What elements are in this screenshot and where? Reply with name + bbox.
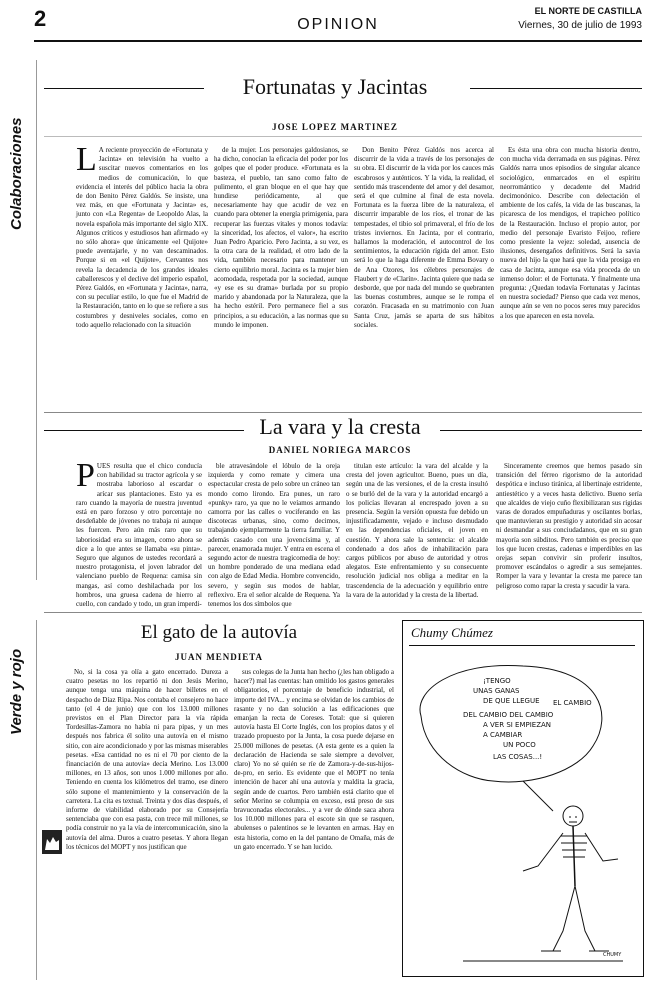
article-title: La vara y la cresta: [259, 414, 421, 439]
speech-line: EL CAMBIO: [553, 699, 592, 707]
article-column: Don Benito Pérez Galdós nos acerca al discurrir de la vida a través de los personajes de su obra. El discurrir de la vida por los cauces más escabrosos y auténticos. Y la vida, la realidad, el sentido más trascendente del amor y del desamor, será el que culmine al final de esta novela. Fortunata es la fuerza libre de la naturaleza, el discurrir imparable de los ríos, el tronar de las tempestades, el tibio sol primaveral, el frío de los tristes inviernos. En Jacinta, por el contrario, hallamos la moderación, el autocontrol de los sentimientos, la educación rígida del amor. Esto será lo que la haga diferente de Emma Bovary o de Ana Ozores, los célebres personajes de Flaubert y de «Clarín». Jacinta quiere que nada se desborde, que por nada del mundo se quebranten las buenas costumbres, aunque se le rompa el corazón. Fracasada en su matrimonio con Juan Santa Cruz, jamás se aparta de sus hábitos sociales.: [354, 146, 494, 329]
title-rule: [44, 430, 244, 431]
divider: [44, 412, 642, 413]
article-title: El gato de la autovía: [140, 622, 298, 643]
article-author: JOSE LOPEZ MARTINEZ: [272, 122, 398, 132]
article-column: de la mujer. Los personajes galdosianos, se ha dicho, conocían la eficacia del poder por los golpes que el poder produce. «Fortunata es la basteza, el pueblo, tan sano como falto de pulimento, el gran bloque en el que hay que hundirse periódicamente, al que necesariamente hay que acudir de vez en cuando para obtener la energía primigenia, para recuperar las fuerzas vitales y monos todavía: la sinceridad, los afectos, el valor», ha escrito Juan Pedro Aparicio. Pero Jacinta, a su vez, es la otra cara de la realidad, el otro lado de la vida, también necesario para mantener un cierto equilibrio moral. Jacinta es la mujer bien acomodada, respetada por la sociedad, aunque «y ese es su drama» burlada por su propio marido y abandonada por la Naturaleza, que la ha hecho estéril. Pero permanece fiel a sus principios, a su educación, a las normas que su mundo le imponen.: [214, 146, 348, 329]
article-author: JUAN MENDIETA: [174, 652, 264, 662]
article-column: titulan este artículo: la vara del alcalde y la cresta del joven agricultor. Bueno, pues un día, según una de las versiones, el de la cresta insultó o se burló del de la vara y la autoridad encargó a los policías llevaran al encrespado joven a su presencia. Según la versión opuesta fue debido un injustificadamente, vejado e incluso desmudado en las dependencias oficiales, el joven en cuestión. Y ahora sale la sentencia: el alcalde condenado a dos años de inhabilitación para cargos públicos por abuso de autoridad y otros alegatos. Este enfrentamiento y su consecuente resolución judicial nos obliga a meditar en la trascendencia de la adecuación y equilibrio entre la vara de la autoridad y la cresta de la libertad.: [346, 462, 488, 599]
article-column: ble atravesándole el lóbulo de la oreja izquierda y como remate y cimera una espectacular cresta de pelo sobre un cráneo tan mondo como lirondo. Era punes, un raro «punky» raro, ya que no le veíamos armando camorra por las calles o vociferando en las discotecas urbanas, sino, como decimos, trabajando ejemplarmente la tierra familiar. Y además casado con una jovencísima y, al parecer, enamorada mujer. Y entra en escena el segundo actor de nuestra tragicomedia de hoy: un hombre ponderado de una mediana edad con algo de Edad Media. Hombre convencido, severo, y según sus modos de hablar, reflexivo. Era el señor alcalde de Requena. Ya tenemos los dos símbolos que: [208, 462, 340, 609]
divider: [44, 136, 642, 137]
cartoon-panel: [402, 620, 644, 977]
signature: CHUMY: [603, 952, 622, 958]
speech-line: DEL CAMBIO DEL CAMBIO: [463, 711, 554, 719]
article-column: L A reciente proyección de «Fortunata y Jacinta» en televisión ha vuelto a suscitar nuevos comentarios en los medios de comunicación, lo que evidencia el interés del público hacia la obra de don Benito Pérez Galdós. Se insiste, una vez más, en que «Fortunata y Jacinta» es, junto con «La Regenta» de Leopoldo Alas, la novela española más importante del siglo XIX. Algunos críticos y estudiosos han afirmado «y no sólo ahora» que únicamente «el Quijote» puede aventajarle, y no van descaminados. Porque si en «el Quijote», Cervantes nos revela la decadencia de los grandes ideales caballerescos y el declive del imperio español, Pérez Galdós, en «Fortunata y Jacinta», narra, con su peculiar estilo, lo que fue el Madrid de la Restauración, tanto en lo que se refiere a sus costumbres y desniveles sociales, como en todo aquello relacionado con la situación: [76, 141, 208, 329]
speech-line: LAS COSAS...!: [493, 753, 543, 761]
article-author: DANIEL NORIEGA MARCOS: [268, 445, 412, 455]
side-label-verde-y-rojo: Verde y rojo: [8, 648, 25, 735]
side-label-colaboraciones: Colaboraciones: [8, 117, 25, 230]
title-rule: [44, 88, 204, 89]
speech-line: UNAS GANAS: [473, 687, 520, 695]
title-rule: [470, 88, 642, 89]
side-rule: [36, 60, 37, 580]
article-column: sus colegas de la Junta han hecho (¿les han obligado a hacer?) mal las cuentas: han omitido los gastos generales obligatorios, el porcentaje de beneficio industrial, el importe del IVA... y encima se olvidan de los cambios de rasante y no dan solución a las edificaciones que emanjan la recta de Coreses. Total: que si quieren autovía hasta El Corte Inglés, con los propios datos y el trazado propuesto por la Junta, la cosa puede dejarse en 25.000 millones de pesetas. (A esta gente es a quien la declaración de Hacienda se sale siempre a devolver, claro) Yo no sé quién se ríe de Zamora-y-de-sus-hijos-de-pro, en serio. Es evidente que el MOPT no tenía intención de hacer ahí una autovía y maldita la gracia, según ande de cuartos. Pero también está clarito que el señor Merino se columpia en exceso, está preso de sus bravuconadas electorales... y a ver de dónde saca ahora los 10.000 millones para el escote sin que se rasquen, abulenses o palentinos se le levanten en armas. Hay en esta historia, como en la del pantano de Omaña, más de un gato encerrado. Y se han lucido.: [234, 668, 394, 851]
cat-illustration-icon: [42, 830, 62, 854]
issue-date: Viernes, 30 de julio de 1993: [518, 20, 642, 31]
divider: [44, 612, 642, 613]
cartoon-artist: Chumy Chúmez: [411, 625, 493, 640]
speech-line: ¡TENGO: [483, 677, 511, 685]
page-header: [34, 6, 642, 42]
drop-cap: L: [76, 141, 97, 178]
drop-cap: P: [76, 457, 95, 494]
title-rule: [440, 430, 642, 431]
section-title: OPINION: [297, 16, 379, 33]
page-number: 2: [34, 6, 47, 31]
side-rule: [36, 620, 37, 980]
speech-line: A CAMBIAR: [483, 731, 523, 739]
article-column: No, si la cosa ya olía a gato encerrado. Dureza a cuatro pesetas no los repartió ni don Jesús Merino, aunque tenga una máquina de hacer billetes en el despacho de Díaz Ripa. Nos contaba el consejero no hace tanto (el 4 de junio) que con los 13.000 millones previstos en el Plan Director para la vía rápida Tordesillas-Zamora no había ni para pipas, y un mes después nos fabrica él solito una autovía en el mismo sitio, con aire acondicionado y por las mismas miserables pesetas. «Esa cantidad no es ni el 70 por ciento de la financiación de una autovía» decía Merino. Los 13.000 millones, en 13 años, son unos 1.000 millones por año. Teniendo en cuenta los kilómetros del tramo, ese dinero sólo supone el mantenimiento y la conservación de la carretera. La cita es textual. Treinta y dos días después, el informe de viabilidad elaborado por su Consejería sentenciaba que con esa pasta, con trece mil millones, se podía construir no ya la vía de intercomunicación, sino la autovía del alma. Duros a cuatro pesetas. Y ahora llegan los técnicos del MOPT y nos justifican que: [66, 668, 228, 851]
article-column: P UES resulta que el chico conducía con habilidad su tractor agrícola y se mostraba laborioso al escardar o arícar sus plantaciones. Esto ya es raro cuando la mayoría de nuestra juventud está en paro forzoso y otro porcentaje no desdeñable de jóvenes no trabaja ni aunque les fuercen. Pero aún más raro que su laboriosidad era su imagen, como ahora se dice a lo que antes se llamaba «su pinta». Seguro que algunos de ustedes recordará a nuestro protagonista, el joven labrador del valenciano pueblo de Requena: camisa sin mangas, así como deshilachada por los hombros, una gruesa cadena de hierro al cuello, con candado y todo, un gran imperdi-: [76, 457, 202, 609]
speech-line: UN POCO: [503, 741, 536, 749]
speech-line: A VER SI EMPIEZAN: [483, 721, 552, 729]
article-column: Es ésta una obra con mucha historia dentro, con mucha vida derramada en sus páginas. Pérez Galdós narra unos episodios de singular alcance sociológico, enmarcados en el espíritu neorromántico y decadente del Madrid decimonónico. Describe con delectación el ambiente de los cafés, la vida de las buscanas, la picaresca de los mendigos, el trapicheo político de la Restauración. Incluso el propio autor, por medio del personaje Evaristo Feijoo, refiere como presiente la vejez: soledad, ausencia de ilusiones, desengaños definitivos. Será la savia nueva del hijo la que hará que la vida prosiga en casa de Jacinta, aunque esa vida proceda de un inmenso dolor: el de Fortunata. Y finalmente una pregunta: ¿Quedan todavía Fortunatas y Jacintas en nuestra sociedad? Pienso que cada vez menos, aunque aún se ven no pocos seres muy parecidos a los que aparecen en esta novela.: [500, 146, 640, 320]
cartoon-drawing: [403, 621, 643, 976]
newspaper-name: EL NORTE DE CASTILLA: [534, 6, 642, 16]
article-column: Sinceramente creemos que hemos pasado sin transición del férreo rigorismo de la autoridad despótica e incluso tiránica, al libertinaje estridente, antiestético y a veces hasta delictivo. Bueno sería que alcaldes de viejo cuño flexibilizaran sus rígidas varas de dorados empuñaduras y oscilantes borlas, que mantuvieran su prestigio y autoridad sin acosar ni desmandar a sus conciudadanos, que en su gran mayoría son súbditos. Pero también es preciso que los que lucen crestas, cadenas e imperdibles en las orejas sepan convivir sin proferir insultos, promover escándalos o agredir a sus semejantes. Romper la vara y levantar la cresta me parece tan peligroso como rapar la cresta y sacudir la vara.: [496, 462, 642, 590]
speech-line: DE QUE LLEGUE: [483, 697, 540, 705]
article-title: Fortunatas y Jacintas: [242, 74, 428, 99]
